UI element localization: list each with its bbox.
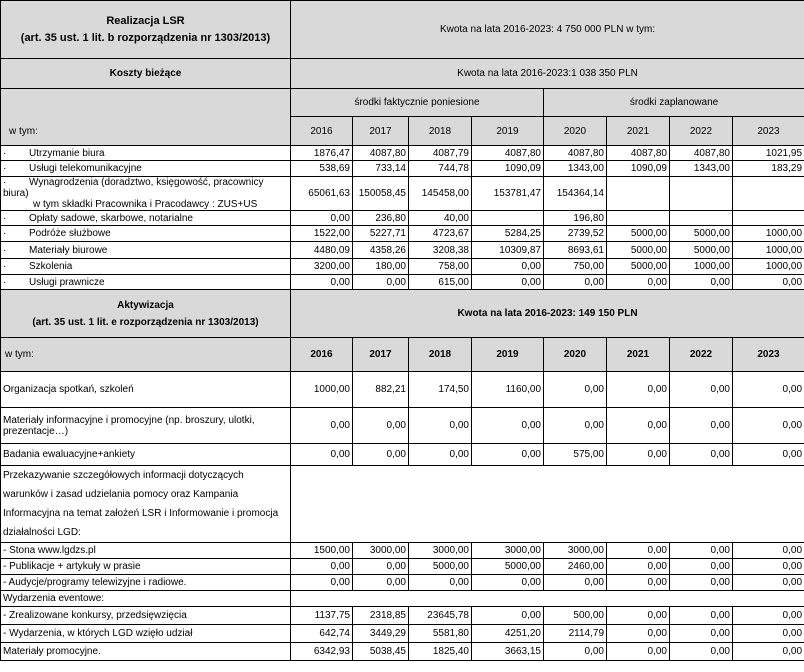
value-cell — [670, 177, 733, 211]
value-cell: 0,00 — [291, 275, 353, 290]
przekazywanie-text: Przekazywanie szczegółowych informacji dotyczących warunków i zasad udzielania pomocy oraz Kampania Informacyjna na temat założeń LSR i Informowanie i promocja działalności LGD: — [1, 466, 291, 543]
table-row — [1, 146, 804, 161]
value-cell: 0,00 — [733, 607, 804, 625]
table-row — [1, 275, 804, 290]
value-cell: 180,00 — [353, 259, 409, 275]
table-row — [1, 559, 804, 575]
value-cell: 0,00 — [607, 643, 670, 661]
bullet-marker: · — [3, 177, 7, 188]
value-cell: 4358,26 — [353, 242, 409, 259]
value-cell: 10309,87 — [472, 242, 544, 259]
year-header: 2022 — [670, 338, 733, 372]
row-label-text: Podróże służbowe — [29, 228, 111, 239]
value-cell: 2114,79 — [544, 625, 607, 643]
value-cell: 3000,00 — [353, 543, 409, 559]
value-cell: 0,00 — [670, 444, 733, 466]
value-cell — [607, 211, 670, 226]
value-cell: 153781,47 — [472, 177, 544, 211]
row-label — [1, 161, 291, 177]
koszty-rows — [1, 146, 804, 290]
value-cell: 23645,78 — [409, 607, 472, 625]
value-cell: 1090,09 — [472, 161, 544, 177]
value-cell: 5581,80 — [409, 625, 472, 643]
value-cell: 0,00 — [472, 408, 544, 444]
bullet-marker: · — [3, 163, 7, 174]
table-row — [1, 226, 804, 242]
value-cell: 0,00 — [291, 408, 353, 444]
bullet-marker: · — [3, 244, 7, 256]
row-label — [1, 275, 291, 290]
value-cell: 1021,95 — [733, 146, 804, 161]
year-header: 2016 — [291, 338, 353, 372]
value-cell: 3663,15 — [472, 643, 544, 661]
value-cell — [472, 211, 544, 226]
value-cell: 0,00 — [607, 575, 670, 591]
years-row-2 — [1, 338, 804, 372]
value-cell: 196,80 — [544, 211, 607, 226]
year-header: 2023 — [733, 338, 804, 372]
value-cell: 1000,00 — [733, 242, 804, 259]
section-realizacja-header — [1, 1, 291, 59]
value-cell: 4087,80 — [353, 146, 409, 161]
value-cell: 0,00 — [472, 259, 544, 275]
value-cell: 0,00 — [353, 408, 409, 444]
value-cell: 500,00 — [544, 607, 607, 625]
planned-label: środki zaplanowane — [544, 89, 804, 117]
value-cell: 150058,45 — [353, 177, 409, 211]
value-cell: 0,00 — [607, 625, 670, 643]
value-cell: 5000,00 — [670, 226, 733, 242]
empty-cell — [291, 591, 804, 607]
value-cell: 2318,85 — [353, 607, 409, 625]
value-cell: 4087,80 — [670, 146, 733, 161]
koszty-title: Koszty bieżące — [1, 59, 291, 89]
value-cell: 6342,93 — [291, 643, 353, 661]
value-cell: 733,14 — [353, 161, 409, 177]
value-cell: 0,00 — [670, 643, 733, 661]
value-cell: 0,00 — [607, 543, 670, 559]
value-cell: 1500,00 — [291, 543, 353, 559]
value-cell: 65061,63 — [291, 177, 353, 211]
row-label-text: Opłaty sadowe, skarbowe, notarialne — [29, 212, 193, 224]
value-cell: 0,00 — [670, 372, 733, 408]
value-cell: 0,00 — [733, 275, 804, 290]
row-label: - Stona www.lgdzs.pl — [1, 543, 291, 559]
bullet-marker: · — [3, 147, 7, 159]
value-cell: 0,00 — [733, 575, 804, 591]
value-cell — [670, 211, 733, 226]
table-row — [1, 607, 804, 625]
value-cell: 0,00 — [353, 559, 409, 575]
value-cell: 750,00 — [544, 259, 607, 275]
value-cell: 0,00 — [670, 559, 733, 575]
value-cell: 0,00 — [607, 607, 670, 625]
section-aktywizacja-header — [1, 290, 291, 338]
value-cell: 0,00 — [544, 372, 607, 408]
table-row — [1, 625, 804, 643]
value-cell: 5000,00 — [607, 226, 670, 242]
row-label-text: Usługi telekomunikacyjne — [29, 163, 142, 174]
value-cell: 4087,79 — [409, 146, 472, 161]
value-cell: 5000,00 — [472, 559, 544, 575]
value-cell: 0,00 — [291, 559, 353, 575]
row-label-text-2: w tym składki Pracownika i Pracodawcy : ZUS+US — [33, 199, 258, 210]
row-label — [1, 177, 291, 211]
empty-cell — [291, 466, 804, 543]
value-cell: 4087,80 — [472, 146, 544, 161]
table-row — [1, 408, 804, 444]
value-cell: 154364,14 — [544, 177, 607, 211]
row-label: Organizacja spotkań, szkoleń — [1, 372, 291, 408]
value-cell: 0,00 — [544, 275, 607, 290]
bullet-marker: · — [3, 261, 7, 272]
year-header: 2021 — [607, 117, 670, 146]
row-label: - Wydarzenia, w których LGD wzięło udział — [1, 625, 291, 643]
value-cell: 3208,38 — [409, 242, 472, 259]
value-cell: 882,21 — [353, 372, 409, 408]
value-cell — [607, 177, 670, 211]
row-label — [1, 211, 291, 226]
value-cell: 0,00 — [670, 575, 733, 591]
value-cell: 0,00 — [670, 625, 733, 643]
year-header: 2016 — [291, 117, 353, 146]
value-cell: 538,69 — [291, 161, 353, 177]
year-header: 2017 — [353, 338, 409, 372]
value-cell: 0,00 — [733, 625, 804, 643]
koszty-total: Kwota na lata 2016-2023:1 038 350 PLN — [291, 59, 804, 89]
value-cell: 758,00 — [409, 259, 472, 275]
value-cell: 0,00 — [607, 408, 670, 444]
value-cell: 0,00 — [670, 543, 733, 559]
value-cell: 0,00 — [409, 408, 472, 444]
value-cell: 0,00 — [607, 275, 670, 290]
value-cell: 1090,09 — [607, 161, 670, 177]
year-header: 2022 — [670, 117, 733, 146]
value-cell: 5000,00 — [670, 242, 733, 259]
row-label: Badania ewaluacyjne+ankiety — [1, 444, 291, 466]
value-cell: 5227,71 — [353, 226, 409, 242]
row-label — [1, 259, 291, 275]
table-row — [1, 161, 804, 177]
value-cell: 8693,61 — [544, 242, 607, 259]
year-header: 2020 — [544, 117, 607, 146]
value-cell: 5000,00 — [607, 259, 670, 275]
value-cell: 0,00 — [670, 607, 733, 625]
wydarzenia-label: Wydarzenia eventowe: — [1, 591, 291, 607]
value-cell: 0,00 — [544, 643, 607, 661]
value-cell: 0,00 — [733, 643, 804, 661]
value-cell: 1825,40 — [409, 643, 472, 661]
value-cell: 5284,25 — [472, 226, 544, 242]
year-header: 2018 — [409, 117, 472, 146]
value-cell: 0,00 — [733, 543, 804, 559]
row-label: Materiały informacyjne i promocyjne (np. broszury, ulotki, prezentacje…) — [1, 408, 291, 444]
year-header: 2020 — [544, 338, 607, 372]
przekazywanie-row — [1, 466, 804, 543]
row-label-text: Utrzymanie biura — [29, 147, 105, 159]
koszty-wtym: w tym: — [9, 126, 38, 137]
table-row — [1, 177, 804, 211]
value-cell: 1160,00 — [472, 372, 544, 408]
table-row — [1, 211, 804, 226]
value-cell: 1137,75 — [291, 607, 353, 625]
value-cell: 1000,00 — [733, 226, 804, 242]
year-header: 2021 — [607, 338, 670, 372]
aktywizacja-total: Kwota na lata 2016-2023: 149 150 PLN — [291, 290, 804, 338]
table-row — [1, 242, 804, 259]
row-label-text: Usługi prawnicze — [29, 276, 105, 288]
table-row — [1, 372, 804, 408]
value-cell: 0,00 — [670, 275, 733, 290]
value-cell: 4480,09 — [291, 242, 353, 259]
value-cell: 1000,00 — [291, 372, 353, 408]
row-label-text: Materiały biurowe — [29, 244, 108, 256]
row-label — [1, 146, 291, 161]
section-subtitle: (art. 35 ust. 1 lit. b rozporządzenia nr 1303/2013) — [20, 31, 271, 44]
value-cell: 1876,47 — [291, 146, 353, 161]
value-cell: 0,00 — [544, 408, 607, 444]
bullet-marker: · — [3, 212, 7, 224]
value-cell: 0,00 — [607, 444, 670, 466]
value-cell — [733, 177, 804, 211]
value-cell: 0,00 — [472, 444, 544, 466]
value-cell: 0,00 — [291, 211, 353, 226]
value-cell: 0,00 — [472, 607, 544, 625]
value-cell: 2460,00 — [544, 559, 607, 575]
value-cell: 4087,80 — [607, 146, 670, 161]
value-cell: 2739,52 — [544, 226, 607, 242]
year-header: 2019 — [472, 338, 544, 372]
value-cell: 0,00 — [409, 444, 472, 466]
bullet-marker: · — [3, 228, 7, 239]
table-row — [1, 543, 804, 559]
row-label: - Publikacje + artykuły w prasie — [1, 559, 291, 575]
row-label: - Zrealizowane konkursy, przedsięwzięcia — [1, 607, 291, 625]
value-cell: 3000,00 — [472, 543, 544, 559]
value-cell: 0,00 — [544, 575, 607, 591]
value-cell: 3449,29 — [353, 625, 409, 643]
value-cell: 1343,00 — [544, 161, 607, 177]
value-cell: 145458,00 — [409, 177, 472, 211]
value-cell: 4087,80 — [544, 146, 607, 161]
row-label — [1, 242, 291, 259]
value-cell — [733, 211, 804, 226]
row-label: Materiały promocyjne. — [1, 643, 291, 661]
wydarzenia-row — [1, 591, 804, 607]
value-cell: 0,00 — [472, 575, 544, 591]
value-cell: 0,00 — [291, 444, 353, 466]
aktywizacja-subtitle: (art. 35 ust. 1 lit. e rozporządzenia nr 1303/2013) — [32, 316, 259, 328]
value-cell: 236,80 — [353, 211, 409, 226]
table-row — [1, 575, 804, 591]
value-cell: 0,00 — [670, 408, 733, 444]
value-cell: 3200,00 — [291, 259, 353, 275]
value-cell: 183,29 — [733, 161, 804, 177]
value-cell: 0,00 — [353, 444, 409, 466]
value-cell: 575,00 — [544, 444, 607, 466]
value-cell: 0,00 — [353, 575, 409, 591]
value-cell: 3000,00 — [409, 543, 472, 559]
value-cell: 5000,00 — [409, 559, 472, 575]
value-cell: 0,00 — [733, 408, 804, 444]
value-cell: 0,00 — [353, 275, 409, 290]
value-cell: 0,00 — [607, 559, 670, 575]
aktywizacja-title: Aktywizacja — [117, 299, 174, 311]
value-cell: 0,00 — [733, 372, 804, 408]
actual-label: środki faktycznie poniesione — [291, 89, 544, 117]
koszty-wtym-cell — [1, 89, 291, 146]
value-cell: 744,78 — [409, 161, 472, 177]
value-cell: 5038,45 — [353, 643, 409, 661]
value-cell: 174,50 — [409, 372, 472, 408]
row-label-text: Szkolenia — [29, 261, 73, 272]
row-label — [1, 226, 291, 242]
table-row — [1, 643, 804, 661]
value-cell: 1000,00 — [733, 259, 804, 275]
aktywizacja-wtym: w tym: — [1, 338, 291, 372]
value-cell: 4251,20 — [472, 625, 544, 643]
value-cell: 40,00 — [409, 211, 472, 226]
section-total: Kwota na lata 2016-2023: 4 750 000 PLN w tym: — [291, 1, 804, 59]
value-cell: 1522,00 — [291, 226, 353, 242]
bullet-marker: · — [3, 276, 7, 288]
year-header: 2017 — [353, 117, 409, 146]
year-header: 2023 — [733, 117, 804, 146]
year-header: 2019 — [472, 117, 544, 146]
value-cell: 0,00 — [291, 575, 353, 591]
row-label: - Audycje/programy telewizyjne i radiowe. — [1, 575, 291, 591]
value-cell: 4723,67 — [409, 226, 472, 242]
value-cell: 1000,00 — [670, 259, 733, 275]
value-cell: 615,00 — [409, 275, 472, 290]
value-cell: 0,00 — [733, 559, 804, 575]
section-title: Realizacja LSR — [106, 14, 185, 27]
value-cell: 0,00 — [472, 275, 544, 290]
value-cell: 1343,00 — [670, 161, 733, 177]
row-label-text: Wynagrodzenia (doradztwo, księgowość, pracownicy biura) — [3, 177, 264, 199]
value-cell: 0,00 — [733, 444, 804, 466]
year-header: 2018 — [409, 338, 472, 372]
value-cell: 3000,00 — [544, 543, 607, 559]
value-cell: 0,00 — [607, 372, 670, 408]
aktywizacja-rows — [1, 372, 804, 661]
table-row — [1, 444, 804, 466]
value-cell: 5000,00 — [607, 242, 670, 259]
value-cell: 642,74 — [291, 625, 353, 643]
value-cell: 0,00 — [409, 575, 472, 591]
table-row — [1, 259, 804, 275]
